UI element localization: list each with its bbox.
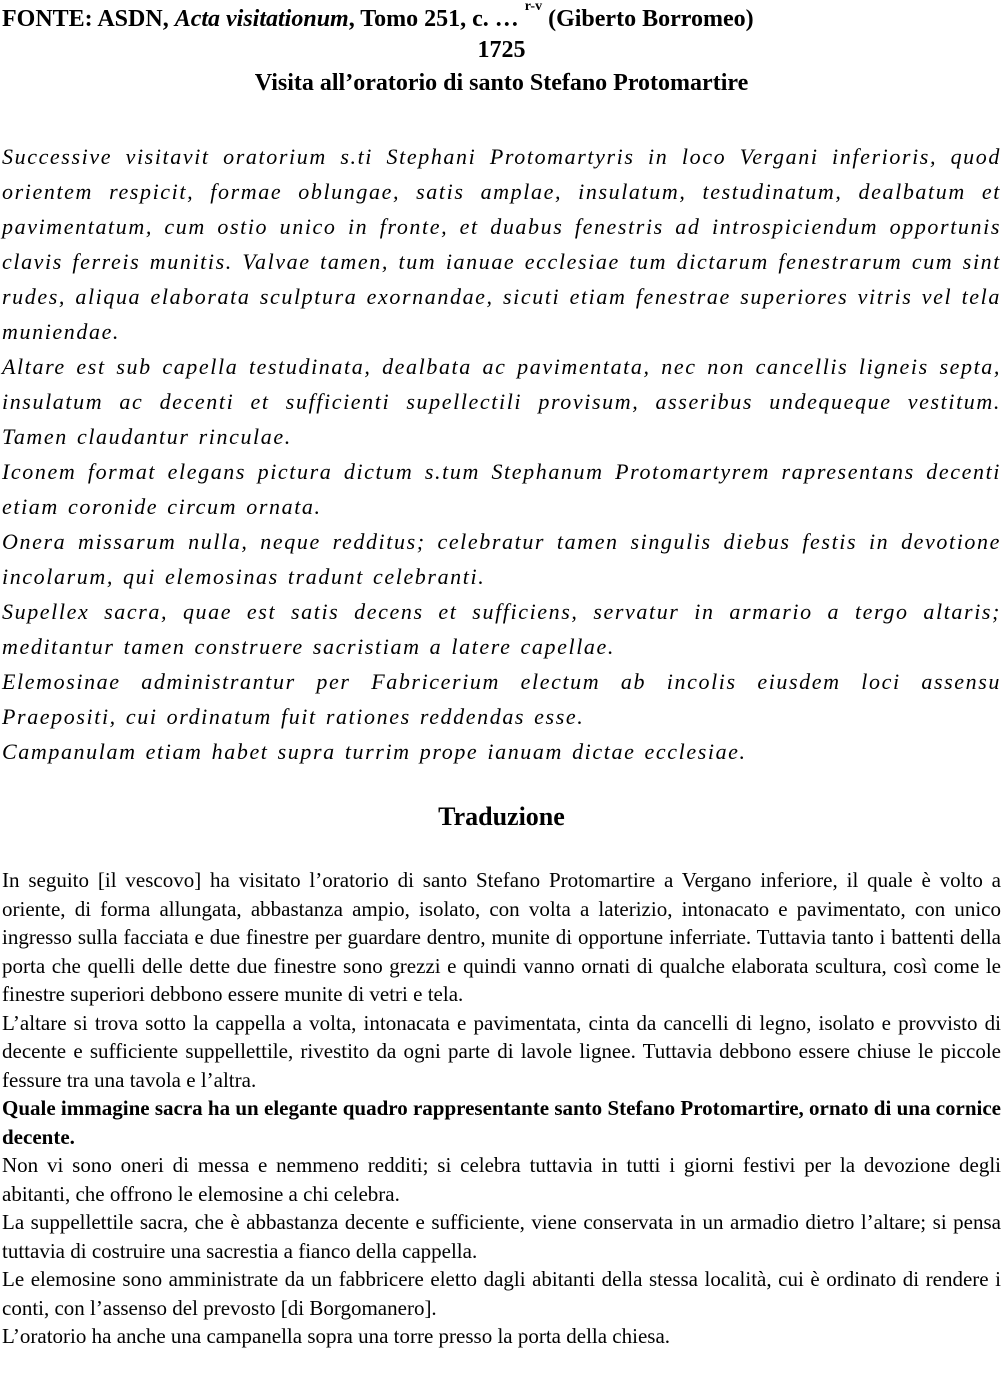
source-title: Acta visitationum bbox=[174, 6, 349, 32]
italian-paragraph: L’oratorio ha anche una campanella sopra una torre presso la porta della chiesa. bbox=[2, 1324, 671, 1348]
italian-paragraph: L’altare si trova sotto la cappella a volta, intonacata e pavimentata, cinta da cancelli di legno, isolato e provvisto di decente e sufficiente suppellettile, rivestito da ogni parte di lavole lignee. Tuttavia debbono essere chiuse le piccole fessure tra una tavola e l’altra. bbox=[2, 1010, 1001, 1092]
latin-paragraph: Altare est sub capella testudinata, dealbata ac pavimentata, nec non cancellis ligneis septa, insulatum ac decenti et sufficienti supellectili provisum, asseribus undequeque vestitum. Tamen claudantur rinculae. bbox=[2, 354, 1001, 449]
latin-text bbox=[2, 139, 1001, 769]
document-year: 1725 bbox=[477, 37, 526, 63]
source-sup: r-v bbox=[524, 0, 543, 14]
latin-paragraph: Campanulam etiam habet supra turrim prope ianuam dictae ecclesiae. bbox=[2, 739, 747, 764]
italian-translation bbox=[2, 866, 1001, 1351]
latin-paragraph: Elemosinae administrantur per Fabricerium electum ab incolis eiusdem loci assensu Praepositi, cui ordinatum fuit rationes reddendas esse. bbox=[2, 669, 1001, 729]
document-subtitle: Visita all’oratorio di santo Stefano Protomartire bbox=[254, 70, 749, 96]
italian-paragraph-bold: Quale immagine sacra ha un elegante quadro rappresentante santo Stefano Protomartire, ornato di una cornice decente. bbox=[2, 1096, 1001, 1149]
source-suffix: (Giberto Borromeo) bbox=[542, 6, 754, 32]
latin-paragraph: Supellex sacra, quae est satis decens et sufficiens, servatur in armario a tergo altaris; meditantur tamen construere sacristiam a latere capellae. bbox=[2, 599, 1001, 659]
latin-paragraph: Onera missarum nulla, neque redditus; celebratur tamen singulis diebus festis in devotione incolarum, qui elemosinas tradunt celebranti. bbox=[2, 529, 1001, 589]
italian-paragraph: La suppellettile sacra, che è abbastanza decente e sufficiente, viene conservata in un armadio dietro l’altare; si pensa tuttavia di costruire una sacrestia a fianco della cappella. bbox=[2, 1210, 1001, 1263]
source-line bbox=[2, 0, 1003, 34]
latin-paragraph: Successive visitavit oratorium s.ti Stephani Protomartyris in loco Vergani inferioris, quod orientem respicit, formae oblungae, satis amplae, insulatum, testudinatum, dealbatum et pavimentatum, cum ostio unico in fronte, et duabus fenestris ad introspiciendum opportunis clavis ferreis munitis. Valvae tamen, tum ianuae ecclesiae tum dictarum fenestrarum cum sint rudes, aliqua elaborata sculptura exornandae, sicuti etiam fenestrae superiores vitris vel tela muniendae. bbox=[2, 144, 1001, 344]
translation-title: Traduzione bbox=[438, 802, 565, 831]
italian-paragraph: Non vi sono oneri di messa e nemmeno redditi; si celebra tuttavia in tutti i giorni festivi per la devozione degli abitanti, che offrono le elemosine a chi celebra. bbox=[2, 1153, 1001, 1206]
source-rest: , Tomo 251, c. … bbox=[348, 6, 525, 32]
latin-paragraph: Iconem format elegans pictura dictum s.tum Stephanum Protomartyrem rapresentans decenti etiam coronide circum ornata. bbox=[2, 459, 1001, 519]
italian-paragraph: Le elemosine sono amministrate da un fabbricere eletto dagli abitanti della stessa località, cui è ordinato di rendere i conti, con l’assenso del prevosto [di Borgomanero]. bbox=[2, 1267, 1001, 1320]
source-prefix: FONTE: ASDN, bbox=[2, 6, 175, 32]
document-header bbox=[0, 0, 1003, 100]
italian-paragraph: In seguito [il vescovo] ha visitato l’oratorio di santo Stefano Protomartire a Vergano inferiore, il quale è volto a oriente, di forma allungata, abbastanza ampio, isolato, con volta a laterizio, intonacato e pavimentato, con unico ingresso sulla facciata e due finestre per guardare dentro, munite di opportune inferriate. Tuttavia tanto i battenti della porta che quelli delle dette due finestre sono grezzi e quindi vanno ornati di qualche elaborata scultura, così come le finestre superiori debbono essere munite di vetri e tela. bbox=[2, 868, 1001, 1006]
